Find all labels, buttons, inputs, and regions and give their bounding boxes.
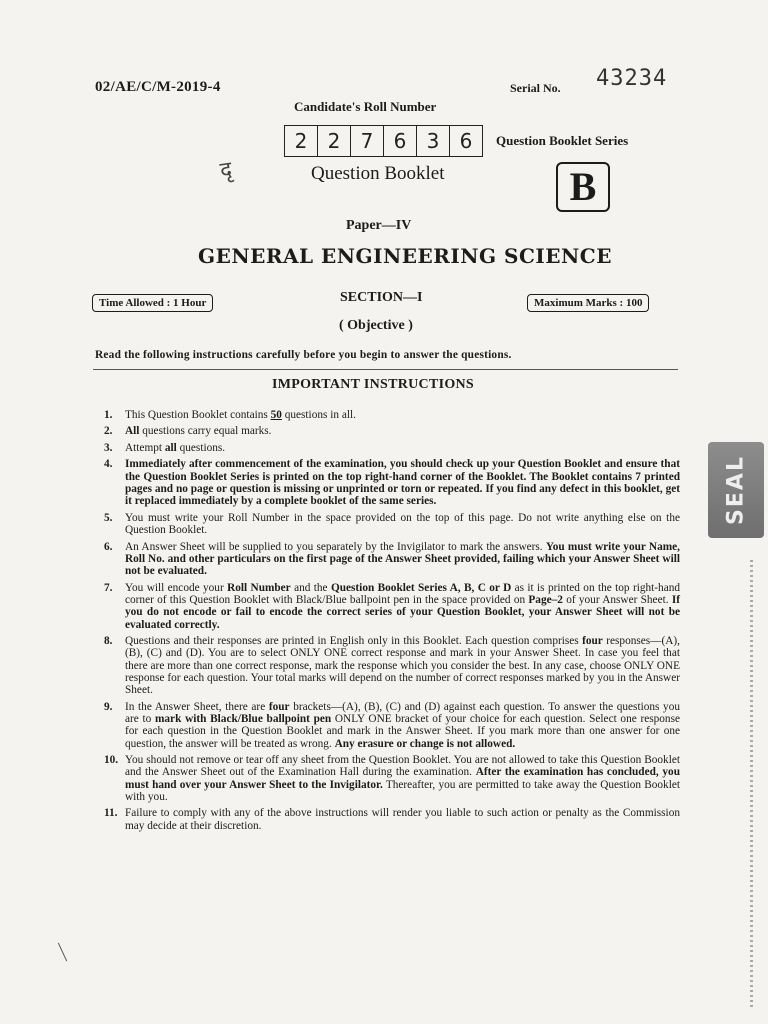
roll-digit: 2 [318, 126, 351, 156]
instructions-list [104, 409, 680, 836]
serial-label: Serial No. [510, 81, 561, 95]
instruction-text: You will encode your Roll Number and the Question Booklet Series A, B, C or D as it is printed on the top right-hand corner of this Question Booklet with Black/Blue ballpoint pen in the space provided on Page–2 of your Answer Sheet. If you do not encode or fail to encode the correct series of your Question Booklet, your Answer Sheet will not be evaluated correctly. [125, 581, 681, 631]
instruction-text: In the Answer Sheet, there are four brackets—(A), (B), (C) and (D) against each question. To answer the questions you are to mark with Black/Blue ballpoint pen ONLY ONE bracket of your choice for each question. Select one response for each question in the Question Booklet and mark in the Answer Sheet. If you mark more than one answer for one question, the answer will be treated as wrong. Any erasure or change is not allowed. [125, 700, 680, 750]
instruction-item [104, 754, 680, 803]
instruction-item [104, 635, 680, 696]
instruction-item [104, 512, 680, 537]
roll-number-label: Candidate's Roll Number [294, 99, 437, 114]
series-letter-box: B [556, 162, 610, 212]
series-label: Question Booklet Series [496, 133, 629, 148]
instruction-item [104, 807, 680, 832]
instruction-item [104, 458, 680, 507]
instruction-number: 6. [104, 540, 113, 553]
divider [93, 369, 678, 370]
instruction-item [104, 582, 680, 631]
instruction-item [104, 442, 680, 454]
instruction-item [104, 541, 680, 578]
instruction-number: 7. [104, 581, 113, 594]
instruction-text: An Answer Sheet will be supplied to you separately by the Invigilator to mark the answers. You must write your Name, Roll No. and other particulars on the first page of the Answer Sheet provided, failing which your Answer Sheet will not be evaluated. [125, 540, 680, 578]
roll-digit: 7 [351, 126, 384, 156]
booklet-title: Question Booklet [311, 163, 445, 184]
time-allowed-badge: Time Allowed : 1 Hour [92, 294, 213, 312]
instruction-text: Failure to comply with any of the above instructions will render you liable to such action or penalty as the Commission may decide at their discretion. [125, 807, 680, 832]
instruction-number: 2. [104, 425, 113, 438]
roll-digit: 3 [417, 126, 450, 156]
instruction-text: Immediately after commencement of the examination, you should check up your Question Booklet and ensure that the Question Booklet Series is printed on the top right-hand corner of the Booklet. The Booklet contains 7 printed pages and no page or question is missing or unprinted or torn or repeated. If you find any defect in this booklet, get it replaced immediately by a complete booklet of the same series. [125, 458, 680, 508]
instruction-number: 8. [104, 635, 113, 648]
roll-digit: 6 [384, 126, 417, 156]
instruction-number: 1. [104, 409, 113, 421]
instruction-text: Questions and their responses are printed in English only in this Booklet. Each question comprises four responses—(A), (B), (C) and (D). You are to select ONLY ONE correct response and mark in your Answer Sheet. In case you feel that there are more than one correct response, mark the response which you consider the best. In any case, choose ONLY ONE response for each question. Your total marks will depend on the number of correct responses marked by you in the Answer Sheet. [125, 635, 680, 697]
instruction-item [104, 701, 680, 750]
objective-label: ( Objective ) [339, 318, 413, 333]
instruction-number: 9. [104, 700, 113, 713]
instruction-item [104, 425, 680, 437]
roll-number-boxes [284, 125, 483, 157]
instruction-number: 4. [104, 458, 113, 471]
instruction-item [104, 409, 680, 421]
instruction-number: 3. [104, 441, 113, 454]
max-marks-badge: Maximum Marks : 100 [527, 294, 649, 312]
instruction-text: You must write your Roll Number in the space provided on the top of this page. Do not write anything else on the Question Booklet. [125, 511, 680, 537]
read-instructions-line: Read the following instructions carefully before you begin to answer the questions. [95, 349, 512, 361]
seal-sticker [708, 442, 764, 538]
seal-label: SEAL [723, 455, 749, 525]
pen-mark [58, 943, 67, 962]
booklet-code: 02/AE/C/M-2019-4 [95, 79, 221, 95]
roll-digit: 2 [285, 126, 318, 156]
instruction-number: 10. [104, 754, 119, 767]
instruction-text: This Question Booklet contains 50 questions in all. [125, 409, 356, 421]
paper-label: Paper—IV [346, 218, 412, 233]
instruction-number: 5. [104, 511, 113, 524]
handwritten-mark: दृ [218, 157, 234, 184]
roll-digit: 6 [459, 129, 473, 153]
section-label: SECTION—I [340, 290, 423, 305]
instruction-text: Attempt all questions. [125, 441, 226, 454]
subject-title: GENERAL ENGINEERING SCIENCE [198, 244, 612, 268]
instruction-text: All questions carry equal marks. [125, 425, 272, 438]
perforated-edge [750, 560, 753, 1010]
instruction-number: 11. [104, 807, 118, 820]
serial-number: 43234 [596, 66, 668, 91]
instructions-heading: IMPORTANT INSTRUCTIONS [272, 377, 475, 392]
instruction-text: You should not remove or tear off any sheet from the Question Booklet. You are not allowed to take this Question Booklet and the Answer Sheet out of the Examination Hall during the examination. After the examination has concluded, you must hand over your Answer Sheet to the Invigilator. Thereafter, you are permitted to take away the Question Booklet with you. [125, 754, 680, 803]
